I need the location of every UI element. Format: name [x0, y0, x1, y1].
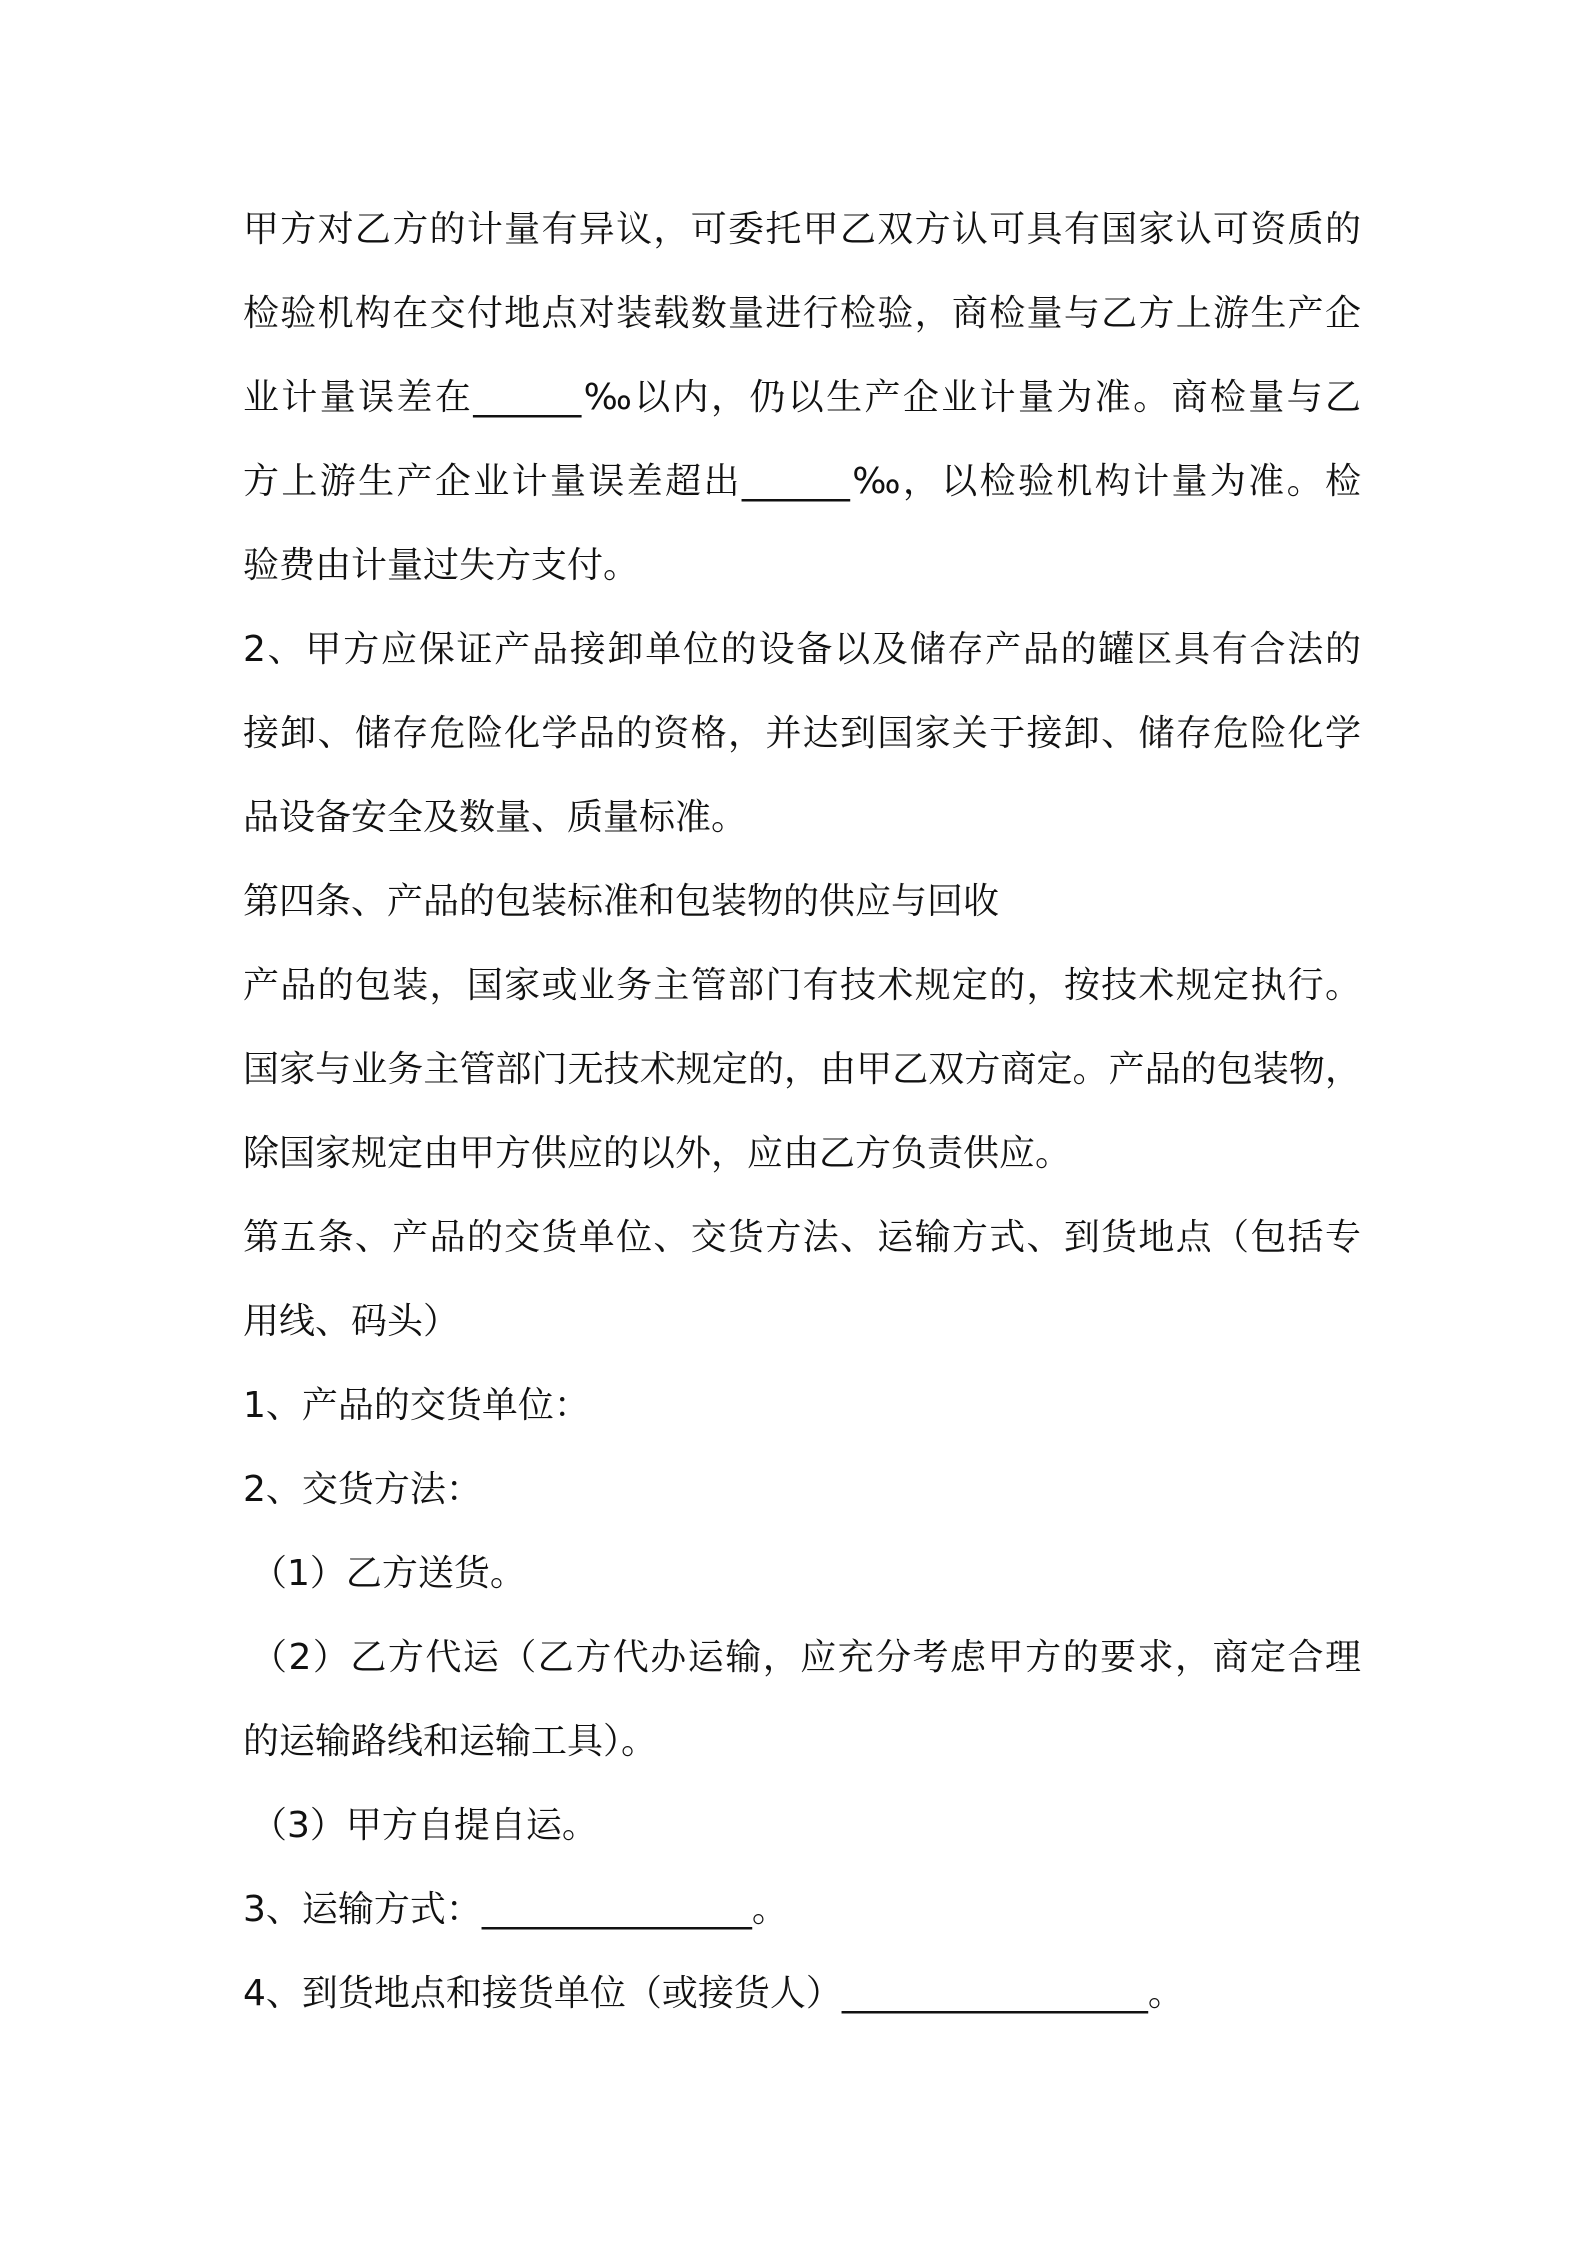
- text-line: 4、到货地点和接货单位（或接货人）_________________。: [243, 1973, 1184, 2014]
- text-line: 接卸、储存危险化学品的资格，并达到国家关于接卸、储存危险化学: [243, 713, 1361, 754]
- text-line: 3、运输方式：_______________。: [243, 1889, 788, 1930]
- text-line: 的运输路线和运输工具）。: [243, 1721, 658, 1762]
- text-line: 除国家规定由甲方供应的以外，应由乙方负责供应。: [243, 1133, 1072, 1174]
- text-line: 验费由计量过失方支付。: [243, 545, 640, 586]
- text-line: （2）乙方代运（乙方代办运输，应充分考虑甲方的要求，商定合理: [251, 1637, 1361, 1678]
- section-heading: 第四条、产品的包装标准和包装物的供应与回收: [243, 881, 1000, 922]
- text-line: 业计量误差在______‰以内，仍以生产企业计量为准。商检量与乙: [243, 377, 1361, 418]
- text-line: 品设备安全及数量、质量标准。: [243, 797, 748, 838]
- text-line: 甲方对乙方的计量有异议，可委托甲乙双方认可具有国家认可资质的: [243, 209, 1361, 250]
- text-line: 1、产品的交货单位：: [243, 1385, 590, 1426]
- text-line: 2、甲方应保证产品接卸单位的设备以及储存产品的罐区具有合法的: [243, 629, 1361, 670]
- text-line: 国家与业务主管部门无技术规定的，由甲乙双方商定。产品的包装物，: [243, 1049, 1361, 1090]
- text-line: 检验机构在交付地点对装载数量进行检验，商检量与乙方上游生产企: [243, 293, 1361, 334]
- text-line: 方上游生产企业计量误差超出______‰，以检验机构计量为准。检: [243, 461, 1361, 502]
- section-heading: 第五条、产品的交货单位、交货方法、运输方式、到货地点（包括专: [243, 1217, 1361, 1258]
- text-line: （1）乙方送货。: [251, 1553, 526, 1594]
- text-line: 2、交货方法：: [243, 1469, 482, 1510]
- text-line: 产品的包装，国家或业务主管部门有技术规定的，按技术规定执行。: [243, 965, 1361, 1006]
- document-body: [243, 188, 1361, 2036]
- section-heading: 用线、码头）: [243, 1301, 460, 1342]
- text-line: （3）甲方自提自运。: [251, 1805, 598, 1846]
